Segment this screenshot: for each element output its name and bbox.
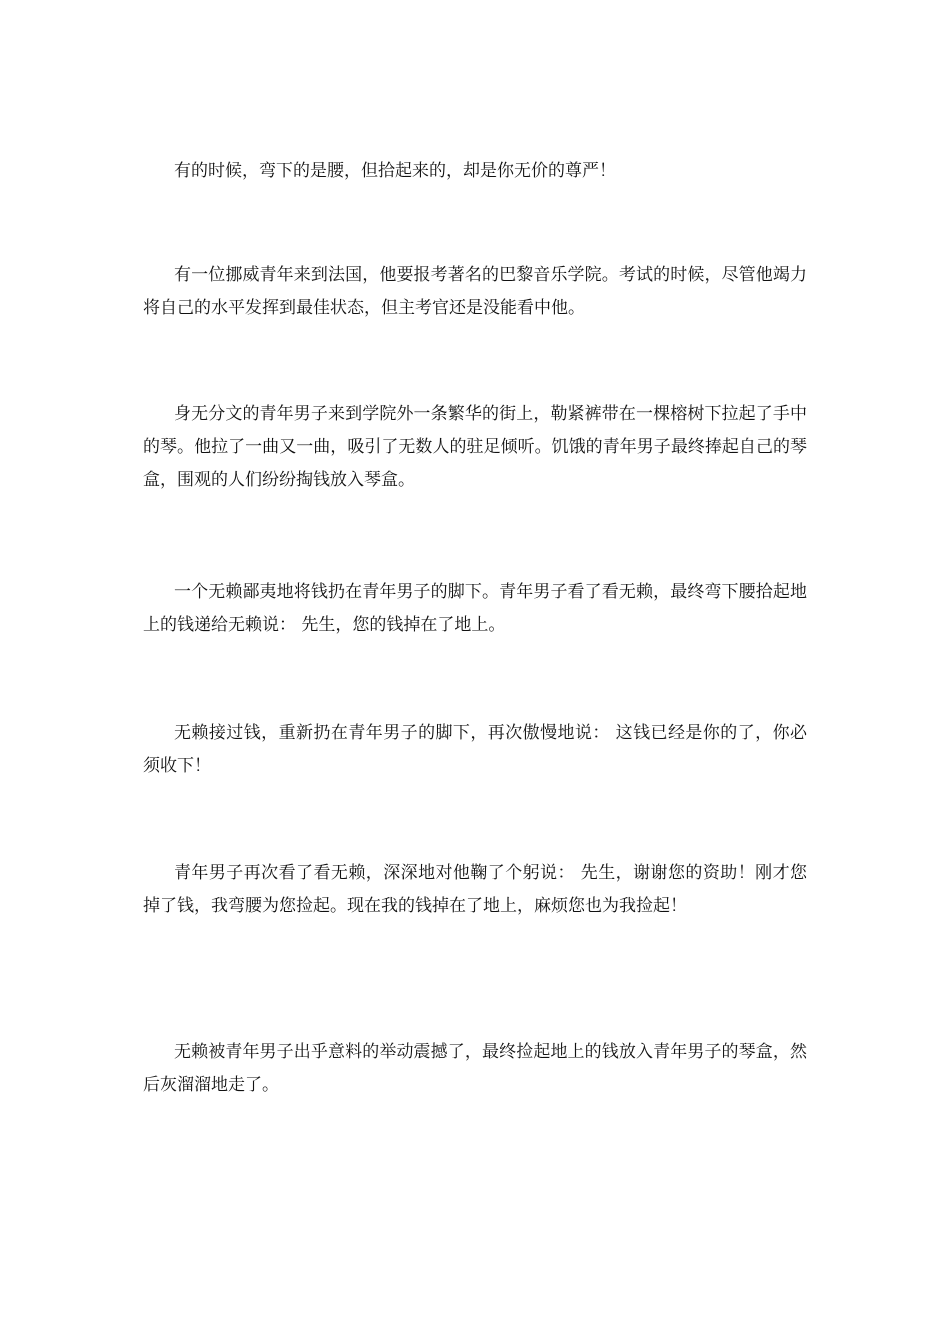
paragraph-1: 有的时候，弯下的是腰，但拾起来的，却是你无价的尊严！ <box>174 161 616 181</box>
paragraph-5: 无赖接过钱，重新扔在青年男子的脚下，再次傲慢地说： 这钱已经是你的了，你必须收下！ <box>143 723 807 776</box>
paragraph-3: 身无分文的青年男子来到学院外一条繁华的街上，勒紧裤带在一棵榕树下拉起了手中的琴。他拉了一曲又一曲，吸引了无数人的驻足倾听。饥饿的青年男子最终捧起自己的琴盒，围观的人们纷纷掏钱放入琴盒。 <box>143 404 807 490</box>
paragraph-2: 有一位挪威青年来到法国，他要报考著名的巴黎音乐学院。考试的时候，尽管他竭力将自己的水平发挥到最佳状态，但主考官还是没能看中他。 <box>143 265 807 318</box>
paragraph-6: 青年男子再次看了看无赖，深深地对他鞠了个躬说： 先生，谢谢您的资助！刚才您掉了钱，我弯腰为您捡起。现在我的钱掉在了地上，麻烦您也为我捡起！ <box>143 863 807 916</box>
paragraph-4: 一个无赖鄙夷地将钱扔在青年男子的脚下。青年男子看了看无赖，最终弯下腰拾起地上的钱递给无赖说： 先生，您的钱掉在了地上。 <box>143 582 807 635</box>
paragraph-7: 无赖被青年男子出乎意料的举动震撼了，最终捡起地上的钱放入青年男子的琴盒，然后灰溜溜地走了。 <box>143 1042 807 1095</box>
